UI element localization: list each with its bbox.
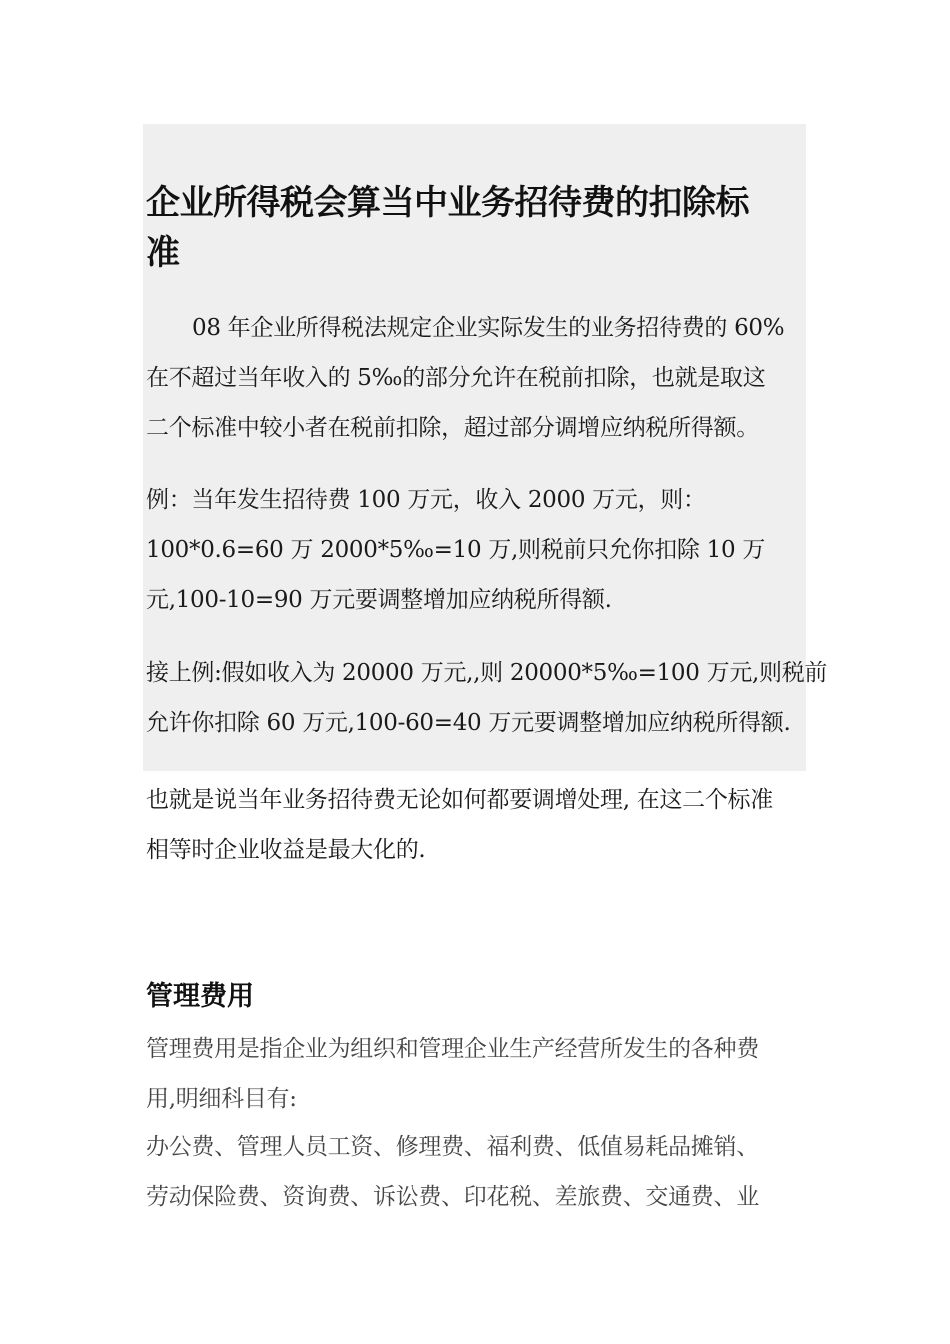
intro-line-2: 在不超过当年收入的 5‰的部分允许在税前扣除，也就是取这 — [146, 365, 766, 391]
conclusion-line-2: 相等时企业收益是最大化的. — [146, 837, 426, 863]
followup-example-paragraph — [146, 648, 828, 748]
intro-line-3: 二个标准中较小者在税前扣除，超过部分调增应纳税所得额。 — [146, 415, 759, 441]
example-line-2: 100*0.6=60 万 2000*5‰=10 万,则税前只允你扣除 10 万 — [146, 537, 766, 563]
section-intro-line-1: 管理费用是指企业为组织和管理企业生产经营所发生的各种费 — [146, 1036, 759, 1062]
section-heading: 管理费用 — [146, 981, 254, 1012]
article-title — [146, 178, 796, 278]
title-line-2: 准 — [146, 233, 180, 273]
conclusion-line-1: 也就是说当年业务招待费无论如何都要调增处理, 在这二个标准 — [146, 787, 773, 813]
conclusion-paragraph — [146, 775, 808, 875]
expense-items-list — [146, 1122, 808, 1222]
section-intro — [146, 1024, 808, 1124]
intro-paragraph — [146, 303, 808, 453]
example-paragraph — [146, 475, 808, 625]
example-line-1: 例：当年发生招待费 100 万元，收入 2000 万元，则： — [146, 487, 706, 513]
example-line-3: 元,100-10=90 万元要调整增加应纳税所得额. — [146, 587, 612, 613]
title-line-1: 企业所得税会算当中业务招待费的扣除标 — [146, 183, 749, 223]
followup-line-1: 接上例:假如收入为 20000 万元,,则 20000*5‰=100 万元,则税前 — [146, 660, 828, 686]
expense-items-line-1: 办公费、管理人员工资、修理费、福利费、低值易耗品摊销、 — [146, 1134, 759, 1160]
expense-items-line-2: 劳动保险费、资询费、诉讼费、印花税、差旅费、交通费、业 — [146, 1184, 759, 1210]
intro-line-1: 08 年企业所得税法规定企业实际发生的业务招待费的 60% — [192, 315, 785, 341]
section-intro-line-2: 用,明细科目有: — [146, 1086, 297, 1112]
followup-line-2: 允许你扣除 60 万元,100-60=40 万元要调整增加应纳税所得额. — [146, 710, 791, 736]
